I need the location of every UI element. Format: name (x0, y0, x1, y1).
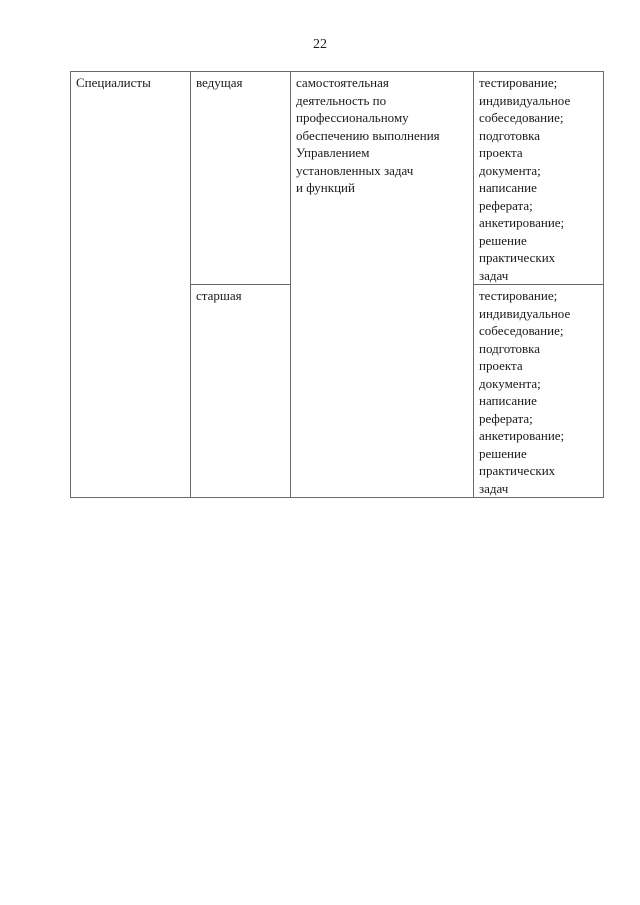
activity-line: самостоятельная (296, 75, 389, 90)
activity-line: и функций (296, 180, 355, 195)
assessment-line: тестирование; (479, 75, 558, 90)
assessment-line: задач (479, 267, 509, 283)
assessment-line: решение (479, 445, 527, 461)
assessment-line: собеседование; (479, 110, 564, 125)
activity-line: деятельность по (296, 92, 387, 108)
assessment-line: анкетирование; (479, 215, 565, 230)
assessment-cell (474, 285, 604, 498)
assessment-line: документа; (479, 162, 541, 178)
group-cell (191, 72, 291, 285)
assessment-line: задач (479, 480, 509, 496)
activity-line: обеспечению выполнения (296, 127, 440, 143)
assessment-cell (474, 72, 604, 285)
category-label: Специалисты (76, 75, 151, 90)
table-row (71, 72, 604, 285)
assessment-line: тестирование; (479, 288, 558, 303)
category-cell (71, 72, 191, 498)
assessment-line: документа; (479, 375, 541, 391)
assessment-line: индивидуальное (479, 305, 571, 321)
activity-line: установленных задач (296, 162, 414, 178)
page-number: 22 (313, 37, 327, 52)
qualification-table (70, 71, 604, 498)
group-cell (191, 285, 291, 498)
assessment-line: проекта (479, 358, 523, 373)
assessment-line: подготовка (479, 127, 541, 143)
activity-cell (291, 72, 474, 498)
assessment-line: подготовка (479, 340, 541, 356)
assessment-line: практических (479, 463, 556, 478)
assessment-line: собеседование; (479, 323, 564, 338)
assessment-line: реферата; (479, 410, 533, 426)
assessment-line: реферата; (479, 197, 533, 213)
activity-line: профессиональному (296, 110, 409, 125)
assessment-line: написание (479, 180, 537, 195)
assessment-line: индивидуальное (479, 92, 571, 108)
assessment-line: решение (479, 232, 527, 248)
assessment-line: написание (479, 393, 537, 408)
group-label: старшая (196, 288, 242, 303)
assessment-line: проекта (479, 145, 523, 160)
activity-line: Управлением (296, 145, 370, 160)
assessment-line: анкетирование; (479, 428, 565, 443)
assessment-line: практических (479, 250, 556, 265)
group-label: ведущая (196, 75, 243, 90)
